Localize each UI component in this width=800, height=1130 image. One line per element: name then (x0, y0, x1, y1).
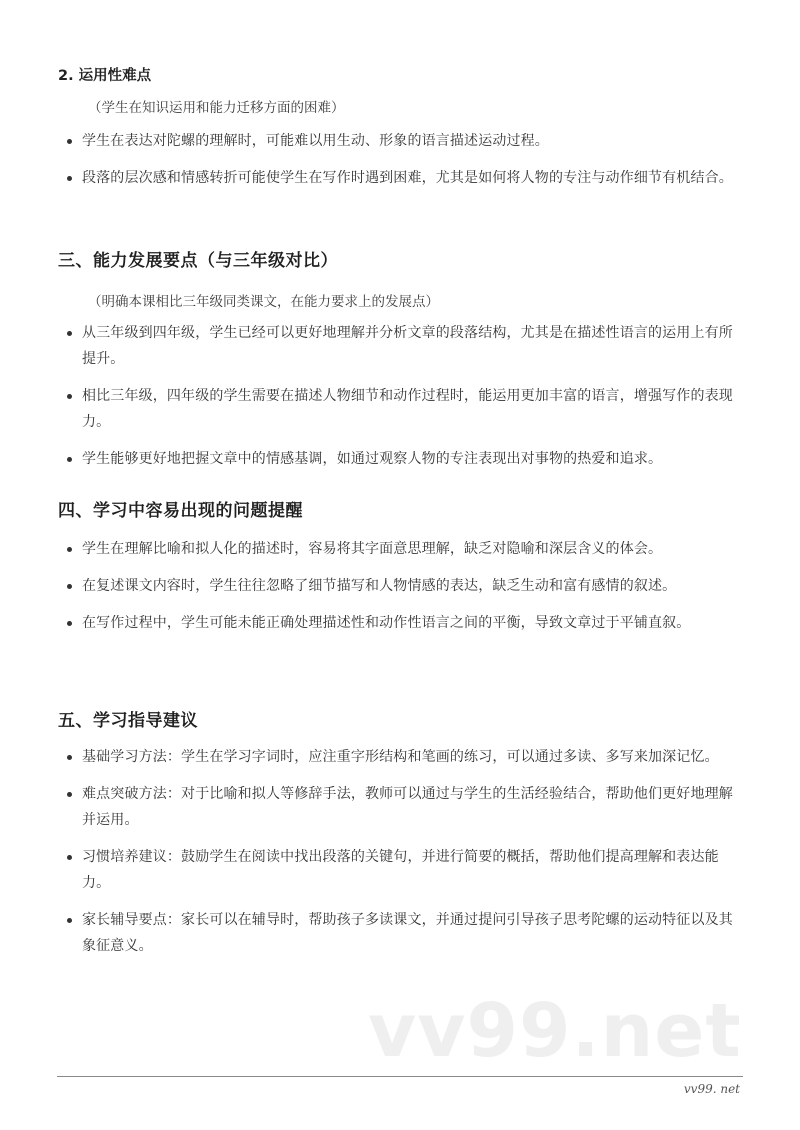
bullet-list (58, 536, 738, 647)
section-note: （明确本课相比三年级同类课文，在能力要求上的发展点） (88, 294, 439, 310)
section-heading-learning-guidance: 五、学习指导建议 (58, 711, 198, 731)
list-item: 在写作过程中，学生可能未能正确处理描述性和动作性语言之间的平衡，导致文章过于平铺直叙。 (58, 610, 738, 636)
subheading-application-difficulties: 2. 运用性难点 (58, 68, 152, 84)
section-heading-common-problems: 四、学习中容易出现的问题提醒 (58, 501, 303, 521)
list-item: 基础学习方法：学生在学习字词时，应注重字形结构和笔画的练习，可以通过多读、多写来加深记忆。 (58, 744, 738, 770)
list-item: 学生在理解比喻和拟人化的描述时，容易将其字面意思理解，缺乏对隐喻和深层含义的体会。 (58, 536, 738, 562)
section-note: （学生在知识运用和能力迁移方面的困难） (88, 100, 345, 116)
list-item: 在复述课文内容时，学生往往忽略了细节描写和人物情感的表达，缺乏生动和富有感情的叙述。 (58, 573, 738, 599)
list-item: 家长辅导要点：家长可以在辅导时，帮助孩子多读课文，并通过提问引导孩子思考陀螺的运动特征以及其象征意义。 (58, 907, 738, 959)
footer-site-label: vv99. net (683, 1082, 740, 1096)
footer-divider (57, 1076, 743, 1077)
list-item: 习惯培养建议：鼓励学生在阅读中找出段落的关键句，并进行简要的概括，帮助他们提高理解和表达能力。 (58, 844, 738, 896)
list-item: 学生能够更好地把握文章中的情感基调，如通过观察人物的专注表现出对事物的热爱和追求。 (58, 446, 738, 472)
list-item: 从三年级到四年级，学生已经可以更好地理解并分析文章的段落结构，尤其是在描述性语言的运用上有所提升。 (58, 320, 738, 372)
section-heading-ability-development: 三、能力发展要点（与三年级对比） (58, 251, 338, 271)
list-item: 学生在表达对陀螺的理解时，可能难以用生动、形象的语言描述运动过程。 (58, 128, 738, 154)
list-item: 难点突破方法：对于比喻和拟人等修辞手法，教师可以通过与学生的生活经验结合，帮助他们更好地理解并运用。 (58, 781, 738, 833)
watermark: vv99.net (368, 988, 742, 1074)
list-item: 段落的层次感和情感转折可能使学生在写作时遇到困难，尤其是如何将人物的专注与动作细节有机结合。 (58, 165, 738, 191)
bullet-list (58, 320, 738, 483)
bullet-list (58, 744, 738, 970)
list-item: 相比三年级，四年级的学生需要在描述人物细节和动作过程时，能运用更加丰富的语言，增强写作的表现力。 (58, 383, 738, 435)
bullet-list (58, 128, 738, 202)
